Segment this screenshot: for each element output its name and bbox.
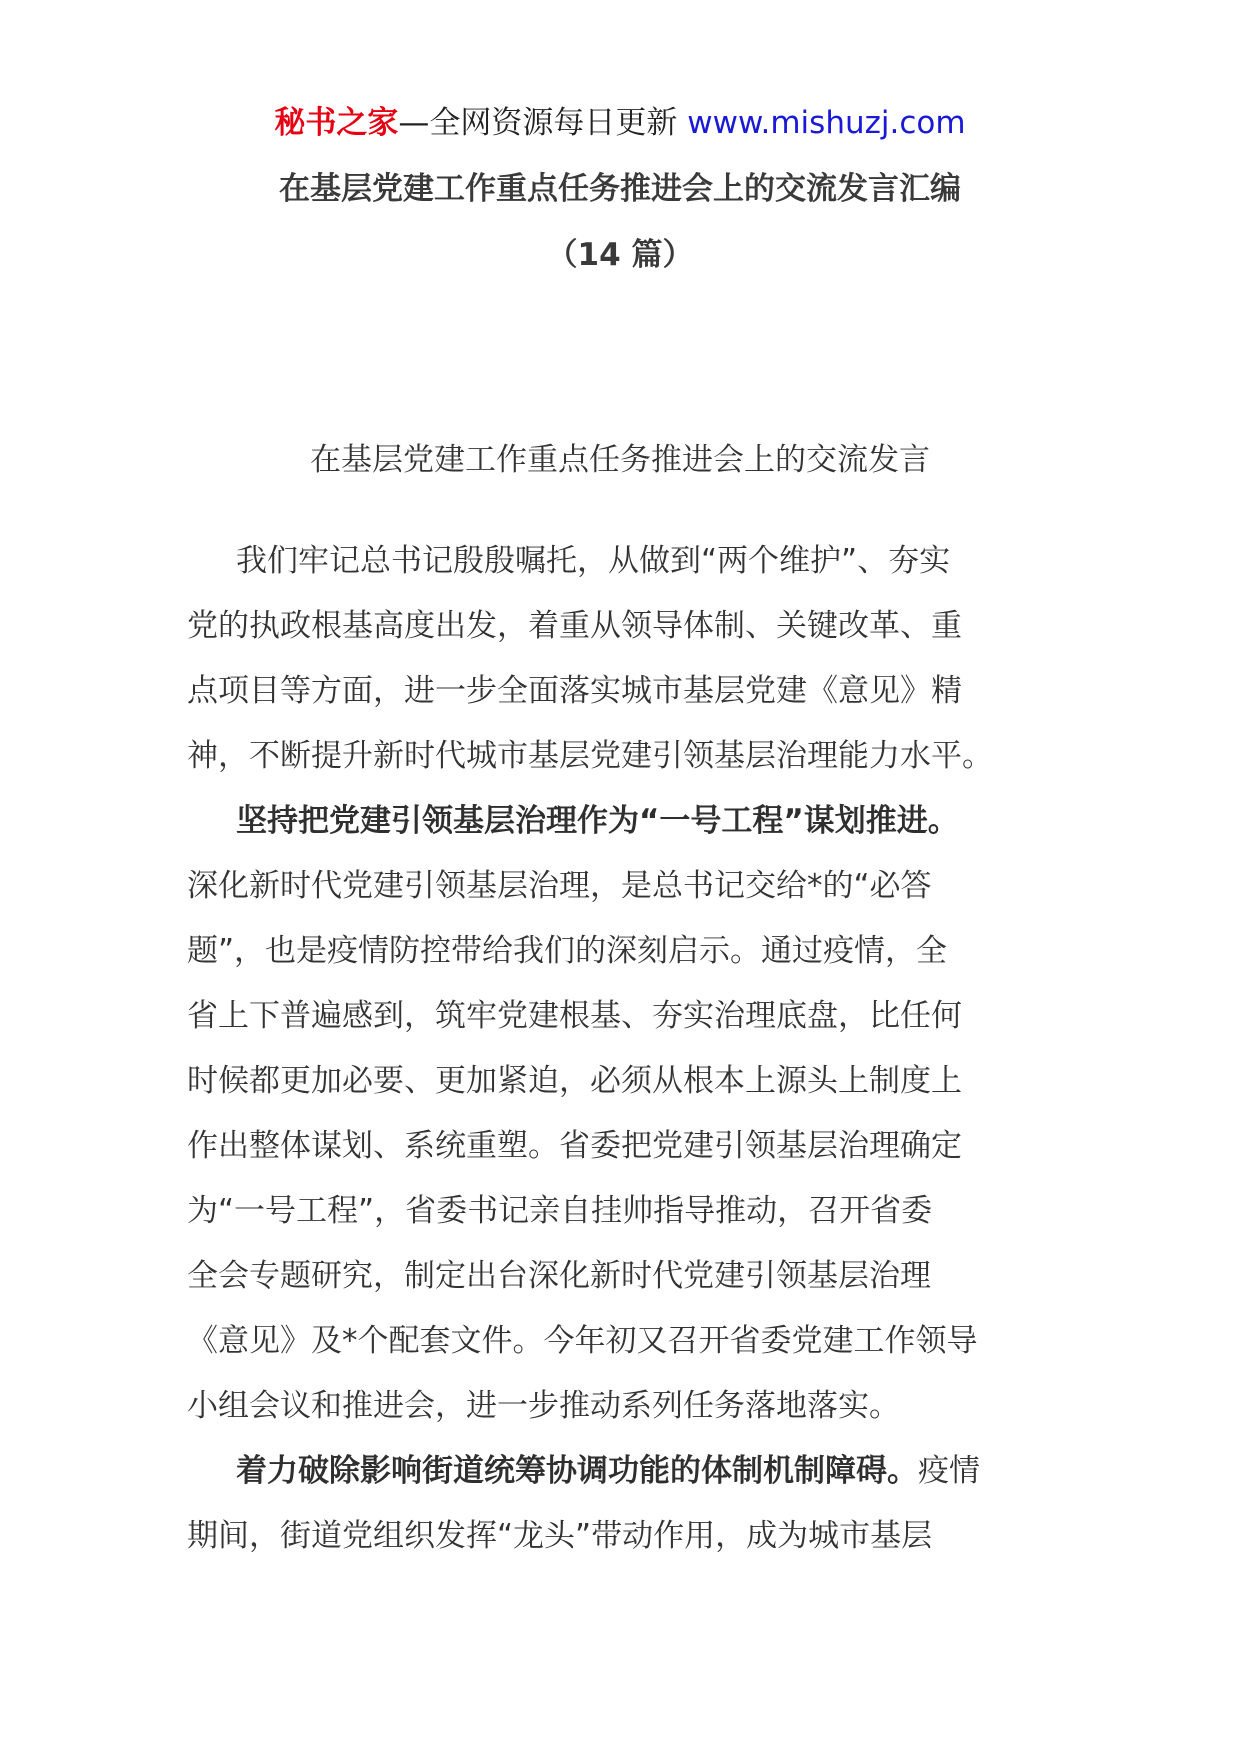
body-line: 我们牢记总书记殷殷嘱托，从做到“两个维护”、夯实 [236,543,951,579]
body-line: 《意见》及*个配套文件。今年初又召开省委党建工作领导 [187,1323,978,1359]
body-line: 期间，街道党组织发挥“龙头”带动作用，成为城市基层 [187,1518,933,1554]
body-line: 省上下普遍感到，筑牢党建根基、夯实治理底盘，比任何 [187,998,962,1034]
body-line: 点项目等方面，进一步全面落实城市基层党建《意见》精 [187,673,962,709]
body-line-with-heading [187,1448,1047,1513]
body-line: 深化新时代党建引领基层治理，是总书记交给*的“必答 [187,868,932,904]
body-line: 神，不断提升新时代城市基层党建引领基层治理能力水平。 [187,738,993,774]
section-heading: 坚持把党建引领基层治理作为“一号工程”谋划推进。 [236,803,959,839]
header-slogan: —全网资源每日更新 [398,105,688,141]
body-text-span: 疫情 [918,1453,980,1489]
body-line: 时候都更加必要、更加紧迫，必须从根本上源头上制度上 [187,1063,962,1099]
document-count: （14 篇） [546,237,694,273]
site-header [0,100,1240,146]
body-text [187,538,1047,1578]
section-heading: 着力破除影响街道统筹协调功能的体制机制障碍。 [236,1453,918,1489]
body-line: 党的执政根基高度出发，着重从领导体制、关键改革、重 [187,608,962,644]
site-url-link[interactable]: www.mishuzj.com [687,105,966,141]
body-line: 作出整体谋划、系统重塑。省委把党建引领基层治理确定 [187,1128,962,1164]
brand-name: 秘书之家 [274,105,399,141]
document-title: 在基层党建工作重点任务推进会上的交流发言汇编 [279,171,961,207]
body-line: 题”，也是疫情防控带给我们的深刻启示。通过疫情，全 [187,933,948,969]
body-line: 全会专题研究，制定出台深化新时代党建引领基层治理 [187,1258,931,1294]
body-line: 为“一号工程”，省委书记亲自挂帅指导推动，召开省委 [187,1193,933,1229]
section-title: 在基层党建工作重点任务推进会上的交流发言 [310,442,930,478]
body-line: 小组会议和推进会，进一步推动系列任务落地落实。 [187,1388,900,1424]
